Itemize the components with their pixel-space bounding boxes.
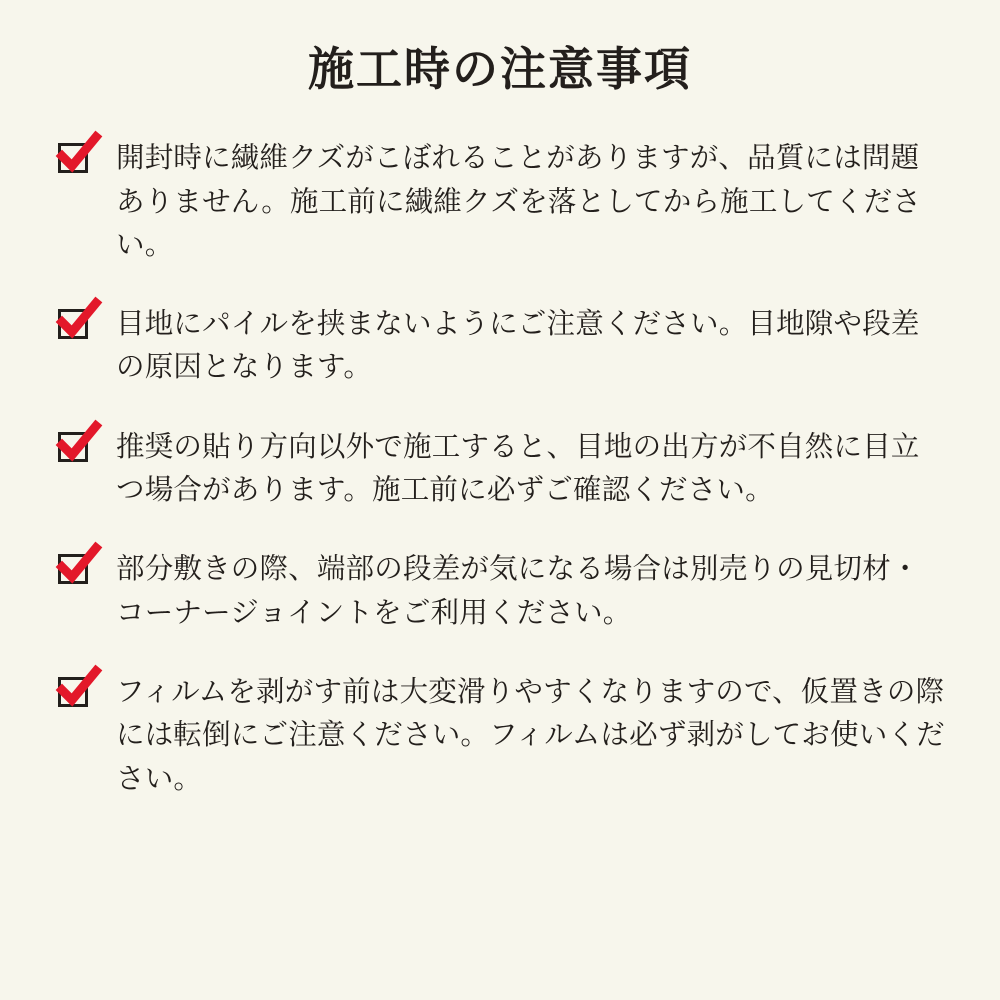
list-item-text: 推奨の貼り方向以外で施工すると、目地の出方が不自然に目立つ場合があります。施工前に必ずご確認ください。	[116, 430, 920, 507]
red-checkmark-icon	[58, 554, 96, 592]
list-item-text: フィルムを剥がす前は大変滑りやすくなりますので、仮置きの際には転倒にご注意ください。フィルムは必ず剥がしてお使いください。	[116, 676, 945, 795]
list-item-text: 部分敷きの際、端部の段差が気になる場合は別売りの見切材・コーナージョイントをご利用ください。	[116, 553, 920, 629]
list-item	[58, 671, 948, 801]
list-item-text: 開封時に繊維クズがこぼれることがありますが、品質には問題ありません。施工前に繊維クズを落としてから施工してください。	[116, 142, 922, 261]
list-item	[58, 548, 948, 635]
list-item	[58, 303, 948, 390]
red-checkmark-icon	[58, 143, 96, 181]
checklist	[0, 137, 1000, 801]
red-checkmark-icon	[58, 309, 96, 347]
list-item	[58, 137, 948, 267]
page-title: 施工時の注意事項	[308, 43, 692, 95]
red-checkmark-icon	[58, 677, 96, 715]
list-item-text: 目地にパイルを挟まないようにご注意ください。目地隙や段差の原因となります。	[116, 308, 920, 384]
list-item	[58, 426, 948, 513]
red-checkmark-icon	[58, 432, 96, 470]
